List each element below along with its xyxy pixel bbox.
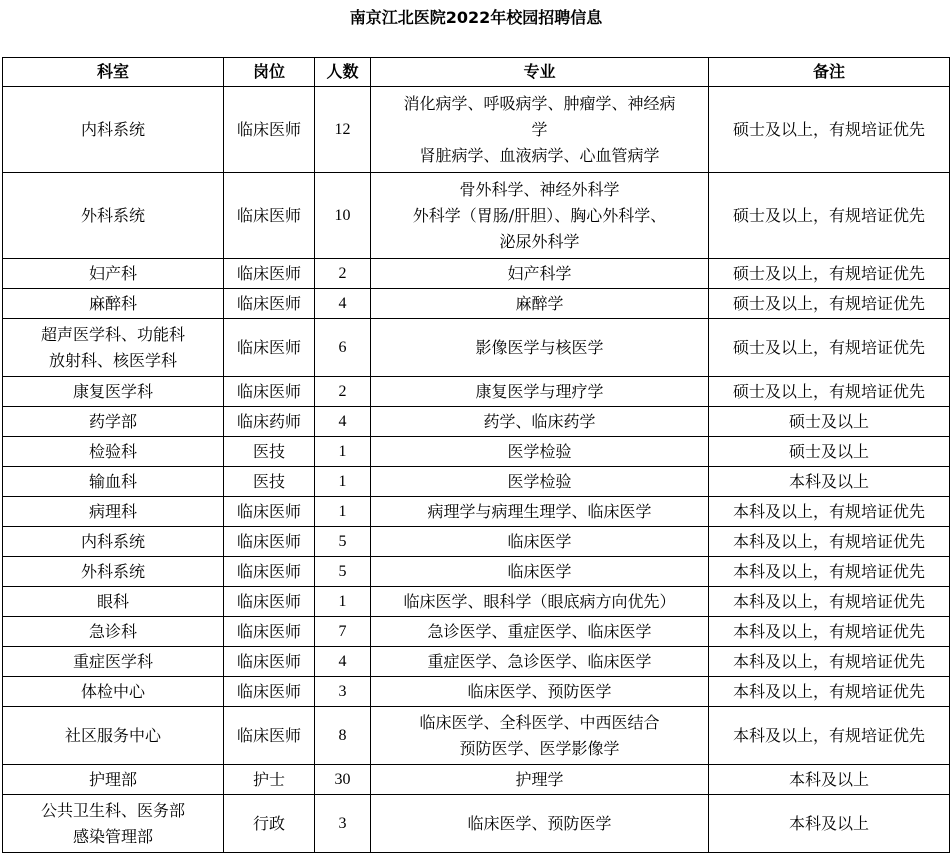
table-header-row xyxy=(3,58,950,87)
major-cell-line: 外科学（胃肠/肝胆）、胸心外科学、 xyxy=(412,205,667,225)
count-cell: 1 xyxy=(315,437,371,467)
position-cell: 临床医师 xyxy=(224,707,315,765)
table-row xyxy=(3,437,950,467)
major-cell xyxy=(371,437,709,467)
major-cell xyxy=(371,707,709,765)
dept-cell-line: 感染管理部 xyxy=(72,826,153,846)
dept-cell xyxy=(3,377,224,407)
position-cell: 临床医师 xyxy=(224,377,315,407)
dept-cell xyxy=(3,173,224,259)
major-cell xyxy=(371,497,709,527)
dept-cell-line: 公共卫生科、医务部 xyxy=(40,800,185,820)
dept-cell xyxy=(3,289,224,319)
dept-cell xyxy=(3,677,224,707)
table-row xyxy=(3,497,950,527)
table-row xyxy=(3,677,950,707)
major-cell-line: 重症医学、急诊医学、临床医学 xyxy=(427,651,652,671)
remark-cell: 本科及以上，有规培证优先 xyxy=(709,497,950,527)
table-row xyxy=(3,377,950,407)
count-cell: 3 xyxy=(315,677,371,707)
dept-cell-line: 急诊科 xyxy=(88,621,137,641)
remark-cell: 硕士及以上，有规培证优先 xyxy=(709,259,950,289)
table-row xyxy=(3,467,950,497)
major-cell-line: 病理学与病理生理学、临床医学 xyxy=(427,501,652,521)
major-cell xyxy=(371,527,709,557)
dept-cell xyxy=(3,707,224,765)
position-cell: 临床医师 xyxy=(224,617,315,647)
remark-cell: 本科及以上，有规培证优先 xyxy=(709,557,950,587)
table-row xyxy=(3,527,950,557)
dept-cell-line: 社区服务中心 xyxy=(64,725,161,745)
count-cell: 3 xyxy=(315,795,371,853)
dept-cell-line: 麻醉科 xyxy=(88,293,137,313)
table-row xyxy=(3,87,950,173)
position-cell: 临床医师 xyxy=(224,173,315,259)
page-title: 南京江北医院2022年校园招聘信息 xyxy=(349,8,603,27)
dept-cell-line: 内科系统 xyxy=(80,531,145,551)
position-cell: 临床医师 xyxy=(224,647,315,677)
table-row xyxy=(3,557,950,587)
table-row xyxy=(3,289,950,319)
column-header-remark: 备注 xyxy=(709,58,950,87)
major-cell-line: 妇产科学 xyxy=(507,263,572,283)
position-cell: 临床医师 xyxy=(224,677,315,707)
dept-cell-line: 护理部 xyxy=(88,769,137,789)
count-cell: 2 xyxy=(315,377,371,407)
dept-cell-line: 重症医学科 xyxy=(72,651,153,671)
dept-cell xyxy=(3,87,224,173)
count-cell: 1 xyxy=(315,587,371,617)
remark-cell: 本科及以上 xyxy=(709,795,950,853)
major-cell xyxy=(371,587,709,617)
dept-cell-line: 输血科 xyxy=(88,471,137,491)
count-cell: 6 xyxy=(315,319,371,377)
remark-cell: 本科及以上，有规培证优先 xyxy=(709,677,950,707)
dept-cell xyxy=(3,765,224,795)
dept-cell xyxy=(3,497,224,527)
remark-cell: 硕士及以上，有规培证优先 xyxy=(709,319,950,377)
major-cell xyxy=(371,407,709,437)
major-cell xyxy=(371,617,709,647)
dept-cell-line: 检验科 xyxy=(88,441,137,461)
count-cell: 8 xyxy=(315,707,371,765)
dept-cell xyxy=(3,467,224,497)
table-row xyxy=(3,647,950,677)
dept-cell xyxy=(3,587,224,617)
remark-cell: 本科及以上，有规培证优先 xyxy=(709,617,950,647)
dept-cell xyxy=(3,407,224,437)
major-cell xyxy=(371,319,709,377)
position-cell: 行政 xyxy=(224,795,315,853)
major-cell-line: 急诊医学、重症医学、临床医学 xyxy=(427,621,652,641)
table-row xyxy=(3,795,950,853)
column-header-dept: 科室 xyxy=(3,58,224,87)
remark-cell: 硕士及以上 xyxy=(709,407,950,437)
dept-cell-line: 外科系统 xyxy=(80,205,145,225)
position-cell: 临床医师 xyxy=(224,259,315,289)
major-cell-line: 药学、临床药学 xyxy=(483,411,596,431)
dept-cell xyxy=(3,527,224,557)
dept-cell xyxy=(3,437,224,467)
table-row xyxy=(3,765,950,795)
count-cell: 1 xyxy=(315,497,371,527)
major-cell-line: 消化病学、呼吸病学、肿瘤学、神经病 xyxy=(403,93,676,113)
dept-cell xyxy=(3,557,224,587)
major-cell-line: 医学检验 xyxy=(507,441,572,461)
table-row xyxy=(3,617,950,647)
table-row xyxy=(3,259,950,289)
major-cell-line: 临床医学、眼科学（眼底病方向优先） xyxy=(403,591,676,611)
major-cell xyxy=(371,377,709,407)
remark-cell: 硕士及以上 xyxy=(709,437,950,467)
recruitment-table xyxy=(2,57,950,853)
major-cell xyxy=(371,289,709,319)
count-cell: 7 xyxy=(315,617,371,647)
major-cell-line: 康复医学与理疗学 xyxy=(475,381,604,401)
table-row xyxy=(3,587,950,617)
column-header-count: 人数 xyxy=(315,58,371,87)
dept-cell-line: 妇产科 xyxy=(88,263,137,283)
major-cell-line: 临床医学 xyxy=(507,531,572,551)
major-cell-line: 医学检验 xyxy=(507,471,572,491)
count-cell: 5 xyxy=(315,557,371,587)
major-cell xyxy=(371,677,709,707)
dept-cell-line: 内科系统 xyxy=(80,119,145,139)
remark-cell: 本科及以上，有规培证优先 xyxy=(709,647,950,677)
position-cell: 临床医师 xyxy=(224,289,315,319)
position-cell: 临床药师 xyxy=(224,407,315,437)
major-cell-line: 预防医学、医学影像学 xyxy=(459,738,620,758)
remark-cell: 本科及以上 xyxy=(709,765,950,795)
table-row xyxy=(3,707,950,765)
major-cell xyxy=(371,259,709,289)
major-cell-line: 临床医学、预防医学 xyxy=(467,681,612,701)
count-cell: 2 xyxy=(315,259,371,289)
remark-cell: 硕士及以上，有规培证优先 xyxy=(709,87,950,173)
position-cell: 临床医师 xyxy=(224,587,315,617)
table-row xyxy=(3,407,950,437)
major-cell-line: 影像医学与核医学 xyxy=(475,337,604,357)
column-header-position: 岗位 xyxy=(224,58,315,87)
position-cell: 临床医师 xyxy=(224,527,315,557)
dept-cell-line: 眼科 xyxy=(96,591,129,611)
remark-cell: 硕士及以上，有规培证优先 xyxy=(709,173,950,259)
position-cell: 医技 xyxy=(224,437,315,467)
remark-cell: 硕士及以上，有规培证优先 xyxy=(709,377,950,407)
dept-cell-line: 超声医学科、功能科 xyxy=(40,324,185,344)
major-cell xyxy=(371,795,709,853)
position-cell: 临床医师 xyxy=(224,87,315,173)
position-cell: 临床医师 xyxy=(224,319,315,377)
dept-cell-line: 外科系统 xyxy=(80,561,145,581)
count-cell: 4 xyxy=(315,647,371,677)
dept-cell-line: 药学部 xyxy=(88,411,137,431)
column-header-major: 专业 xyxy=(371,58,709,87)
position-cell: 临床医师 xyxy=(224,497,315,527)
major-cell-line: 麻醉学 xyxy=(515,293,564,313)
remark-cell: 本科及以上，有规培证优先 xyxy=(709,587,950,617)
dept-cell-line: 病理科 xyxy=(88,501,137,521)
major-cell xyxy=(371,647,709,677)
dept-cell xyxy=(3,319,224,377)
dept-cell-line: 体检中心 xyxy=(80,681,145,701)
position-cell: 临床医师 xyxy=(224,557,315,587)
position-cell: 护士 xyxy=(224,765,315,795)
dept-cell xyxy=(3,617,224,647)
count-cell: 5 xyxy=(315,527,371,557)
major-cell-line: 临床医学、全科医学、中西医结合 xyxy=(419,712,660,732)
remark-cell: 本科及以上，有规培证优先 xyxy=(709,707,950,765)
major-cell xyxy=(371,765,709,795)
count-cell: 30 xyxy=(315,765,371,795)
major-cell-line: 肾脏病学、血液病学、心血管病学 xyxy=(419,145,660,165)
dept-cell-line: 康复医学科 xyxy=(72,381,153,401)
count-cell: 1 xyxy=(315,467,371,497)
remark-cell: 本科及以上 xyxy=(709,467,950,497)
major-cell-line: 骨外科学、神经外科学 xyxy=(459,179,620,199)
major-cell-line: 临床医学、预防医学 xyxy=(467,813,612,833)
count-cell: 4 xyxy=(315,289,371,319)
dept-cell xyxy=(3,259,224,289)
position-cell: 医技 xyxy=(224,467,315,497)
count-cell: 12 xyxy=(315,87,371,173)
count-cell: 4 xyxy=(315,407,371,437)
major-cell-line: 临床医学 xyxy=(507,561,572,581)
count-cell: 10 xyxy=(315,173,371,259)
major-cell-line: 护理学 xyxy=(515,769,564,789)
major-cell-line: 泌尿外科学 xyxy=(499,231,580,251)
major-cell xyxy=(371,173,709,259)
table-row xyxy=(3,173,950,259)
major-cell xyxy=(371,87,709,173)
table-row xyxy=(3,319,950,377)
major-cell xyxy=(371,557,709,587)
remark-cell: 本科及以上，有规培证优先 xyxy=(709,527,950,557)
dept-cell xyxy=(3,795,224,853)
dept-cell xyxy=(3,647,224,677)
remark-cell: 硕士及以上，有规培证优先 xyxy=(709,289,950,319)
dept-cell-line: 放射科、核医学科 xyxy=(48,350,177,370)
major-cell xyxy=(371,467,709,497)
major-cell-line: 学 xyxy=(531,119,548,139)
